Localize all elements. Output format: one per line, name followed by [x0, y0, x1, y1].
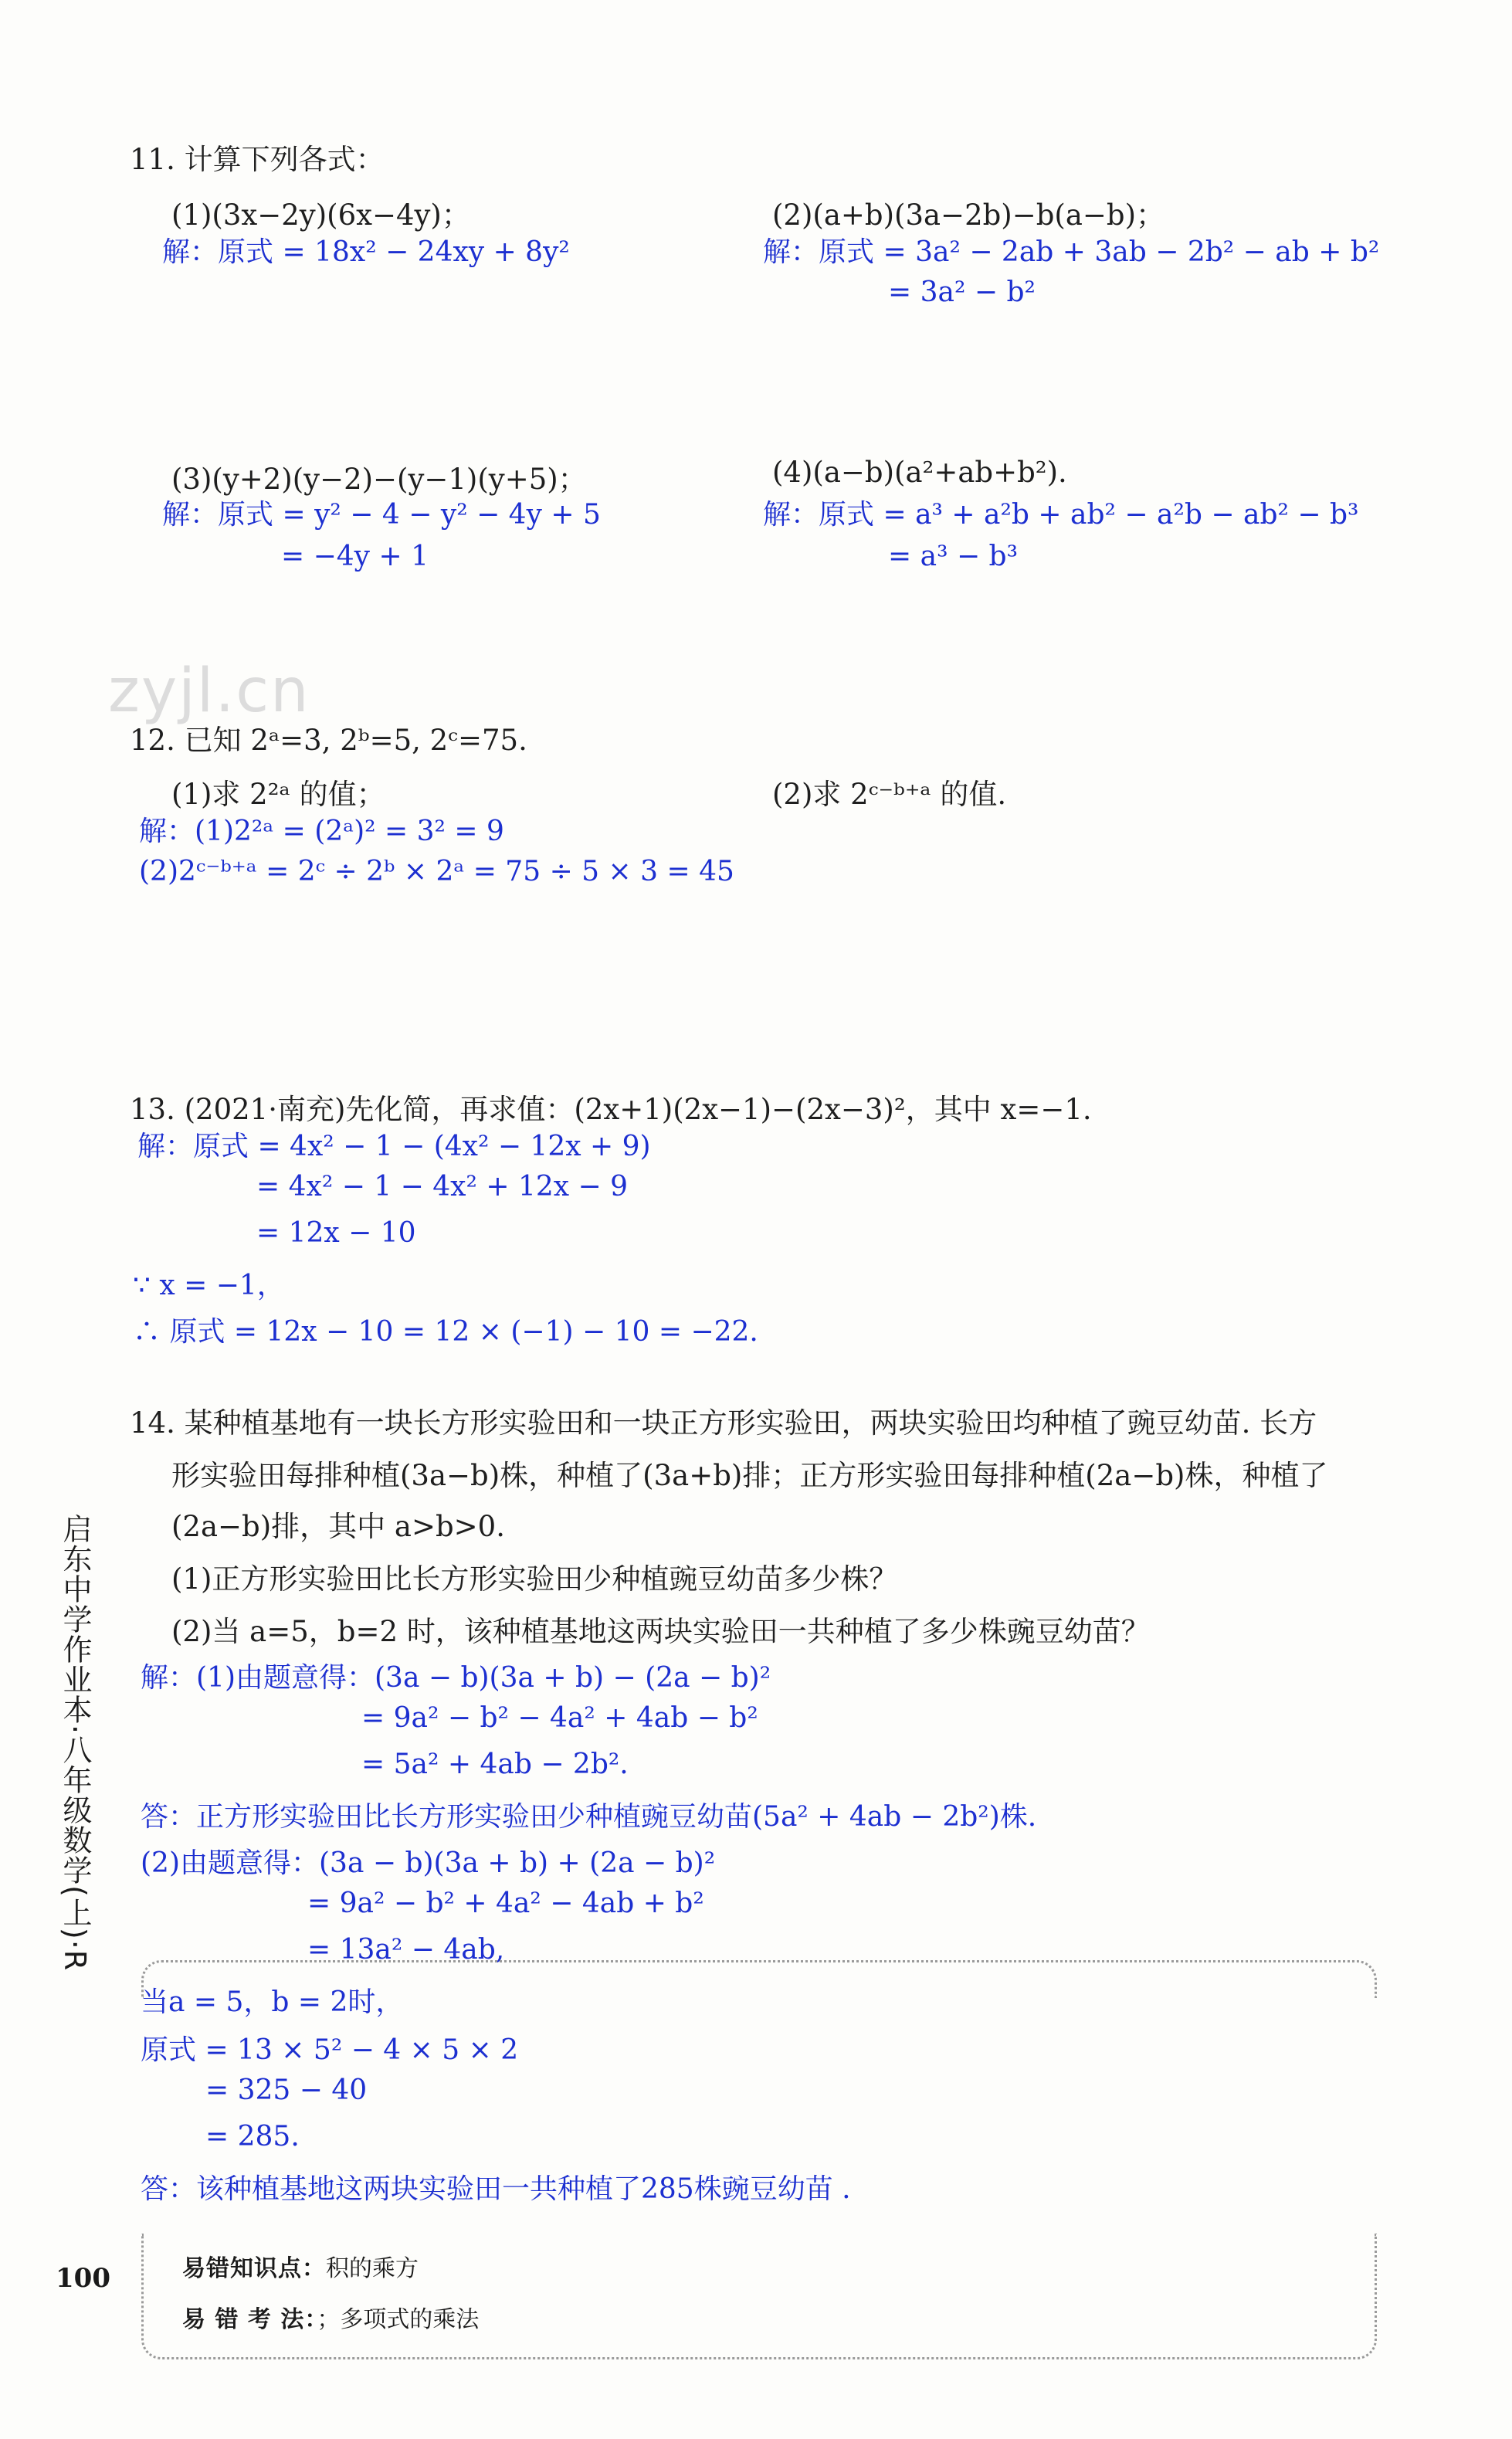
q12-part1: (1)求 2²ᵃ 的值；: [171, 778, 385, 811]
q12-answer2: (2)2ᶜ⁻ᵇ⁺ᵃ = 2ᶜ ÷ 2ᵇ × 2ᵃ = 75 ÷ 5 × 3 = 45: [139, 856, 734, 887]
q11-title: 11. 计算下列各式：: [130, 143, 385, 176]
page-number: 100: [56, 2263, 110, 2294]
q14-sol2-line7: = 285.: [205, 2121, 300, 2152]
q13-line1: 解：原式 = 4x² − 1 − (4x² − 12x + 9): [137, 1131, 651, 1162]
q11-part1: (1)(3x−2y)(6x−4y)；: [171, 198, 470, 232]
q11-answer4-line1: 解：原式 = a³ + a²b + ab² − a²b − ab² − b³: [763, 499, 1359, 531]
q13-line5: ∴ 原式 = 12x − 10 = 12 × (−1) − 10 = −22.: [133, 1316, 758, 1348]
q13-line3: = 12x − 10: [256, 1217, 416, 1249]
q14-answer1: 答：正方形实验田比长方形实验田少种植豌豆幼苗(5a² + 4ab − 2b²)株.: [141, 1801, 1037, 1833]
q13-line2: = 4x² − 1 − 4x² + 12x − 9: [256, 1171, 629, 1203]
note-knowledge: 易错知识点：积的乘方: [182, 2255, 419, 2282]
q14-line2: 形实验田每排种植(3a−b)株，种植了(3a+b)排；正方形实验田每排种植(2a−b)株，种植了: [171, 1459, 1328, 1492]
q12-part2: (2)求 2ᶜ⁻ᵇ⁺ᵃ 的值.: [772, 778, 1007, 811]
q14-sol2-line6: = 325 − 40: [205, 2074, 368, 2106]
q12-title: 12. 已知 2ᵃ=3, 2ᵇ=5, 2ᶜ=75.: [130, 724, 527, 757]
q14-line1: 14. 某种植基地有一块长方形实验田和一块正方形实验田，两块实验田均种植了豌豆幼苗. 长方: [130, 1406, 1317, 1440]
q14-sol2-line1: (2)由题意得：(3a − b)(3a + b) + (2a − b)²: [141, 1847, 716, 1879]
q11-part3: (3)(y+2)(y−2)−(y−1)(y+5)；: [171, 463, 587, 496]
q11-answer3-line1: 解：原式 = y² − 4 − y² − 4y + 5: [162, 499, 601, 531]
q11-answer2-line1: 解：原式 = 3a² − 2ab + 3ab − 2b² − ab + b²: [763, 236, 1380, 268]
q14-line3: (2a−b)排，其中 a>b>0.: [171, 1510, 505, 1543]
q14-part2: (2)当 a=5，b=2 时，该种植基地这两块实验田一共种植了多少株豌豆幼苗？: [171, 1615, 1150, 1648]
q11-part2: (2)(a+b)(3a−2b)−b(a−b)；: [772, 198, 1165, 232]
q14-sol1-line3: = 5a² + 4ab − 2b².: [361, 1749, 629, 1780]
q11-answer2-line2: = 3a² − b²: [888, 276, 1036, 308]
q13-line4: ∵ x = −1，: [133, 1270, 285, 1301]
side-title: 启东中学作业本·八年级数学(上)·R: [58, 1514, 92, 1972]
q13-title: 13. (2021·南充)先化简，再求值：(2x+1)(2x−1)−(2x−3)²，其中 x=−1.: [130, 1093, 1092, 1126]
q14-sol1-line2: = 9a² − b² − 4a² + 4ab − b²: [361, 1702, 758, 1734]
watermark: zyjl.cn: [108, 656, 310, 726]
q14-sol2-line5: 原式 = 13 × 5² − 4 × 5 × 2: [141, 2034, 519, 2066]
q14-part1: (1)正方形实验田比长方形实验田少种植豌豆幼苗多少株？: [171, 1562, 898, 1596]
q14-sol1-line1: 解：(1)由题意得：(3a − b)(3a + b) − (2a − b)²: [141, 1662, 771, 1694]
q12-answer1: 解：(1)2²ᵃ = (2ᵃ)² = 3² = 9: [139, 816, 504, 847]
q14-sol2-line3: = 13a² − 4ab,: [307, 1934, 505, 1966]
q14-sol2-line2: = 9a² − b² + 4a² − 4ab + b²: [307, 1888, 704, 1919]
q11-part4: (4)(a−b)(a²+ab+b²).: [772, 456, 1067, 489]
note-method: 易 错 考 法：；多项式的乘法: [182, 2306, 480, 2333]
q14-sol2-line4: 当a = 5，b = 2时，: [141, 1986, 404, 2018]
q14-answer2: 答：该种植基地这两块实验田一共种植了285株豌豆幼苗 .: [141, 2173, 851, 2205]
q11-answer3-line2: = −4y + 1: [281, 541, 429, 572]
q11-answer1: 解：原式 = 18x² − 24xy + 8y²: [162, 236, 570, 268]
q11-answer4-line2: = a³ − b³: [888, 541, 1019, 572]
